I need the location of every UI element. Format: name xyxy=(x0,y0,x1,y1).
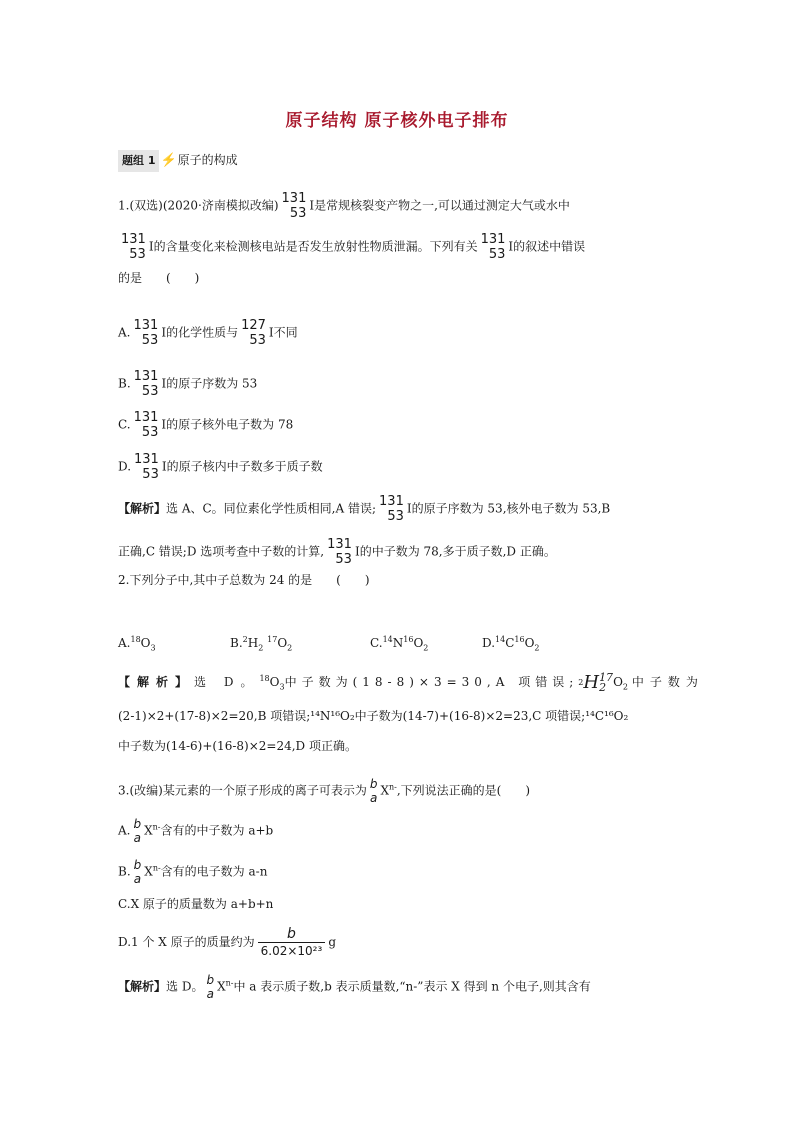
q1-analysis-line2: 正确,C 错误;D 选项考查中子数的计算, 131 53 I的中子数为 78,多于质子数,D 正确。 xyxy=(118,537,556,567)
q1-option-c: C. 131 53 I的原子核外电子数为 78 xyxy=(118,410,294,440)
ion-symbol: b a xyxy=(369,777,378,805)
isotope-i131: 131 53 xyxy=(133,410,159,440)
section-header xyxy=(118,150,678,172)
q1-option-a: A. 131 53 I的化学性质与 127 53 I不同 xyxy=(118,318,298,348)
page-title: 原子结构 原子核外电子排布 xyxy=(285,111,509,131)
ion-symbol: b a xyxy=(206,973,215,1001)
q2-analysis-line2: (2-1)×2+(17-8)×2=20,B 项错误;¹⁴N¹⁶O₂中子数为(14-7)+(16-8)×2=23,C 项错误;¹⁴C¹⁶O₂ xyxy=(118,709,629,723)
q1-line1: 1.(双选)(2020·济南模拟改编) 131 53 I是常规核裂变产物之一,可以通过测定大气或水中 xyxy=(118,191,570,221)
q1-line3: 的是 ( ) xyxy=(118,271,200,285)
q3-option-b: B. b a $X^{n-}$含有的电子数为 a-n xyxy=(118,858,268,886)
isotope-i131: 131 53 xyxy=(480,232,506,262)
q2-analysis-line3: 中子数为(14-6)+(16-8)×2=24,D 项正确。 xyxy=(118,739,357,753)
q2-options xyxy=(118,633,598,653)
q1-analysis-line1: 【解析】选 A、C。同位素化学性质相同,A 错误; 131 53 I的原子序数为 53,核外电子数为 53,B xyxy=(118,494,611,524)
isotope-i131: 131 53 xyxy=(281,191,307,221)
q1-option-d: D. 131 53 I的原子核内中子数多于质子数 xyxy=(118,452,323,482)
isotope-i131: 131 53 xyxy=(134,452,159,482)
q3-option-d: D.1 个 X 原子的质量约为 $\frac{b}{\text{6.02×10²³}}$ g xyxy=(118,926,336,958)
q1-option-b: B. 131 53 I的原子序数为 53 xyxy=(118,369,258,399)
q2-stem: 2.下列分子中,其中子总数为 24 的是 ( ) xyxy=(118,573,370,587)
ion-symbol: b a xyxy=(133,817,142,845)
section-badge: 题组 1 xyxy=(118,150,159,172)
q2-option-b: $B.^2H_2$ $^{17}O_2$ xyxy=(230,635,293,653)
q3-analysis-line1: 【解析】选 D。 b a $X^{n-}$中 a 表示质子数,b 表示质量数,“n-”表示 X 得到 n 个电子,则其含有 xyxy=(118,973,591,1001)
isotope-i127: 127 53 xyxy=(241,318,266,348)
lightning-icon: ⚡ xyxy=(160,153,177,168)
q2-option-c: $C.^{14}N^{16}O_2$ xyxy=(370,635,429,653)
isotope-i131: 131 53 xyxy=(327,537,352,567)
isotope-i131: 131 53 xyxy=(133,318,159,348)
q3-option-c: C.X 原子的质量数为 a+b+n xyxy=(118,897,274,911)
section-label: 原子的构成 xyxy=(177,153,238,167)
isotope-i131: 131 53 xyxy=(379,494,404,524)
q3-option-a: A. b a $X^{n-}$含有的中子数为 a+b xyxy=(118,817,274,845)
isotope-i131: 131 53 xyxy=(121,232,146,262)
q3-stem: 3.(改编)某元素的一个原子形成的离子可表示为 b a $X^{n-}$,下列说法正确的是( ) xyxy=(118,777,531,805)
q2-option-a: $A.^{18}O_3$ xyxy=(118,635,156,653)
mass-fraction: $\frac{b}{\text{6.02×10²³}}$ xyxy=(258,926,326,959)
isotope-i131: 131 53 xyxy=(133,369,159,399)
q2-option-d: $D.^{14}C^{16}O_2$ xyxy=(482,635,540,653)
ion-symbol: b a xyxy=(133,858,142,886)
q2-analysis-line1: 【解析】选 D。$^{18}O_3$中子数为(18-8)×3=30,A 项错误; 2 H 17 2 $O_2$ 中子数为 xyxy=(118,670,704,694)
q1-line2: 131 53 I的含量变化来检测核电站是否发生放射性物质泄漏。下列有关 131 53 I的叙述中错误 xyxy=(121,232,586,262)
h2-17o2-formula: 2 H 17 2 xyxy=(578,670,614,694)
